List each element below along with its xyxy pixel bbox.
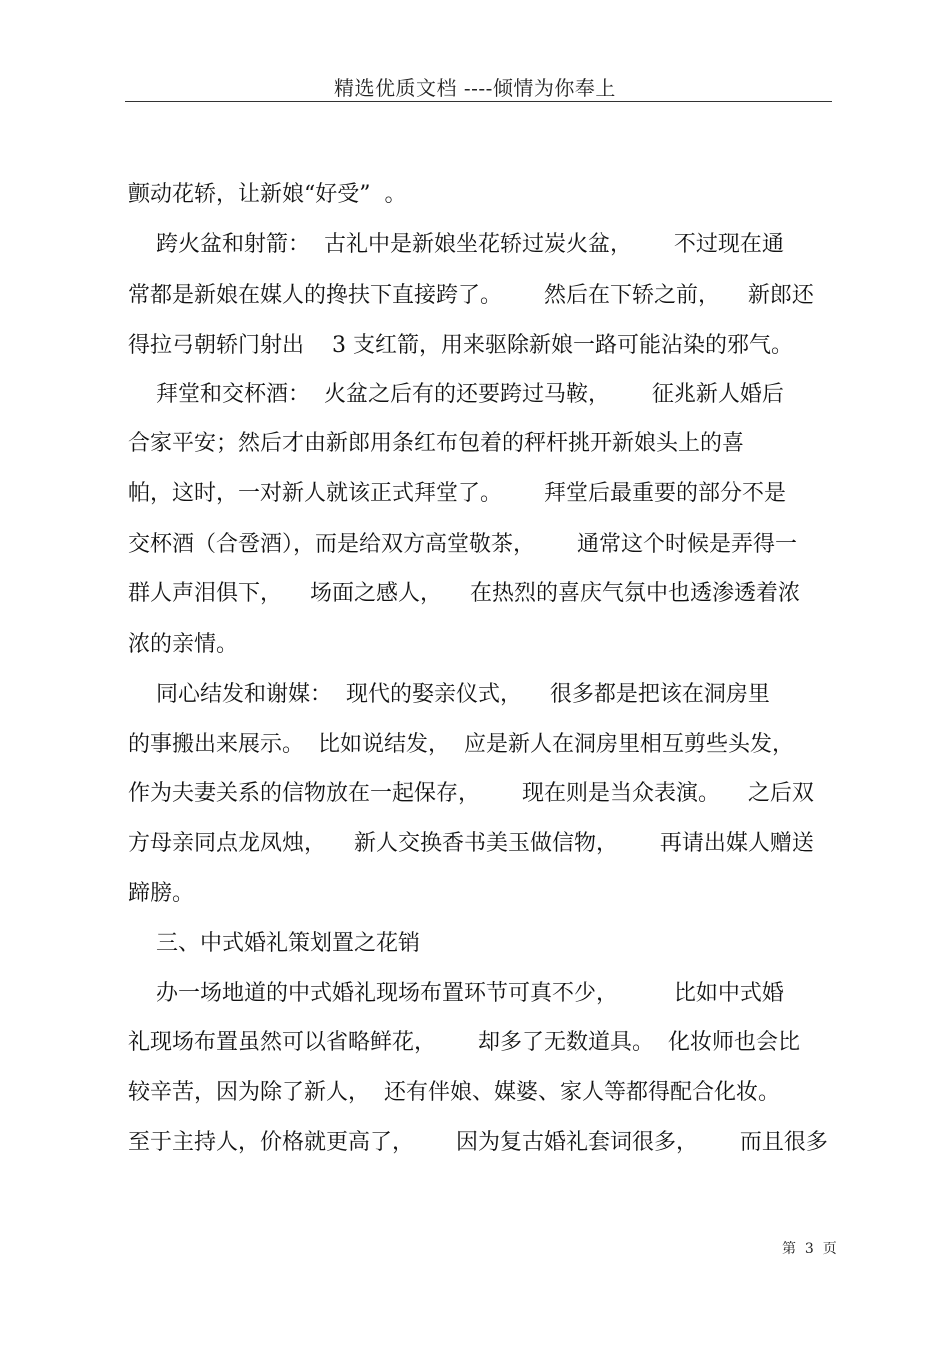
body-line: 办一场地道的中式婚礼现场布置环节可真不少， 比如中式婚 bbox=[128, 981, 784, 1006]
body-line: 交杯酒（合卺酒），而是给双方高堂敬茶， 通常这个时候是弄得一 bbox=[128, 532, 797, 557]
section-heading: 三、中式婚礼策划置之花销 bbox=[128, 931, 420, 956]
body-line: 同心结发和谢媒： 现代的娶亲仪式， 很多都是把该在洞房里 bbox=[128, 682, 770, 707]
body-line: 蹄膀。 bbox=[128, 881, 195, 906]
body-line: 拜堂和交杯酒： 火盆之后有的还要跨过马鞍， 征兆新人婚后 bbox=[128, 382, 784, 407]
body-line: 群人声泪俱下， 场面之感人， 在热烈的喜庆气氛中也透渗透着浓 bbox=[128, 581, 800, 606]
body-line: 的事搬出来展示。 比如说结发， 应是新人在洞房里相互剪些头发， bbox=[128, 732, 794, 757]
body-line: 较辛苦，因为除了新人， 还有伴娘、媒婆、家人等都得配合化妆。 bbox=[128, 1080, 780, 1105]
body-line: 跨火盆和射箭： 古礼中是新娘坐花轿过炭火盆， 不过现在通 bbox=[128, 232, 784, 257]
body-line: 常都是新娘在媒人的搀扶下直接跨了。 然后在下轿之前， 新郎还 bbox=[128, 283, 814, 308]
body-line: 帕，这时，一对新人就该正式拜堂了。 拜堂后最重要的部分不是 bbox=[128, 481, 786, 506]
body-line: 合家平安；然后才由新郎用条红布包着的秤杆挑开新娘头上的喜 bbox=[128, 431, 745, 456]
body-line: 礼现场布置虽然可以省略鲜花， 却多了无数道具。 化妆师也会比 bbox=[128, 1030, 800, 1055]
body-line: 至于主持人，价格就更高了， 因为复古婚礼套词很多， 而且很多 bbox=[128, 1130, 828, 1155]
page-number: 第 3 页 bbox=[782, 1241, 837, 1257]
page-header: 精选优质文档 ----倾情为你奉上 bbox=[334, 76, 616, 100]
header-divider bbox=[125, 101, 832, 102]
body-line: 作为夫妻关系的信物放在一起保存， 现在则是当众表演。 之后双 bbox=[128, 781, 814, 806]
body-line: 浓的亲情。 bbox=[128, 632, 239, 657]
body-line: 方母亲同点龙凤烛， 新人交换香书美玉做信物， 再请出媒人赠送 bbox=[128, 831, 814, 856]
body-line: 颤动花轿，让新娘“好受” 。 bbox=[128, 182, 407, 207]
body-line: 得拉弓朝轿门射出 3 支红箭，用来驱除新娘一路可能沾染的邪气。 bbox=[128, 333, 793, 358]
